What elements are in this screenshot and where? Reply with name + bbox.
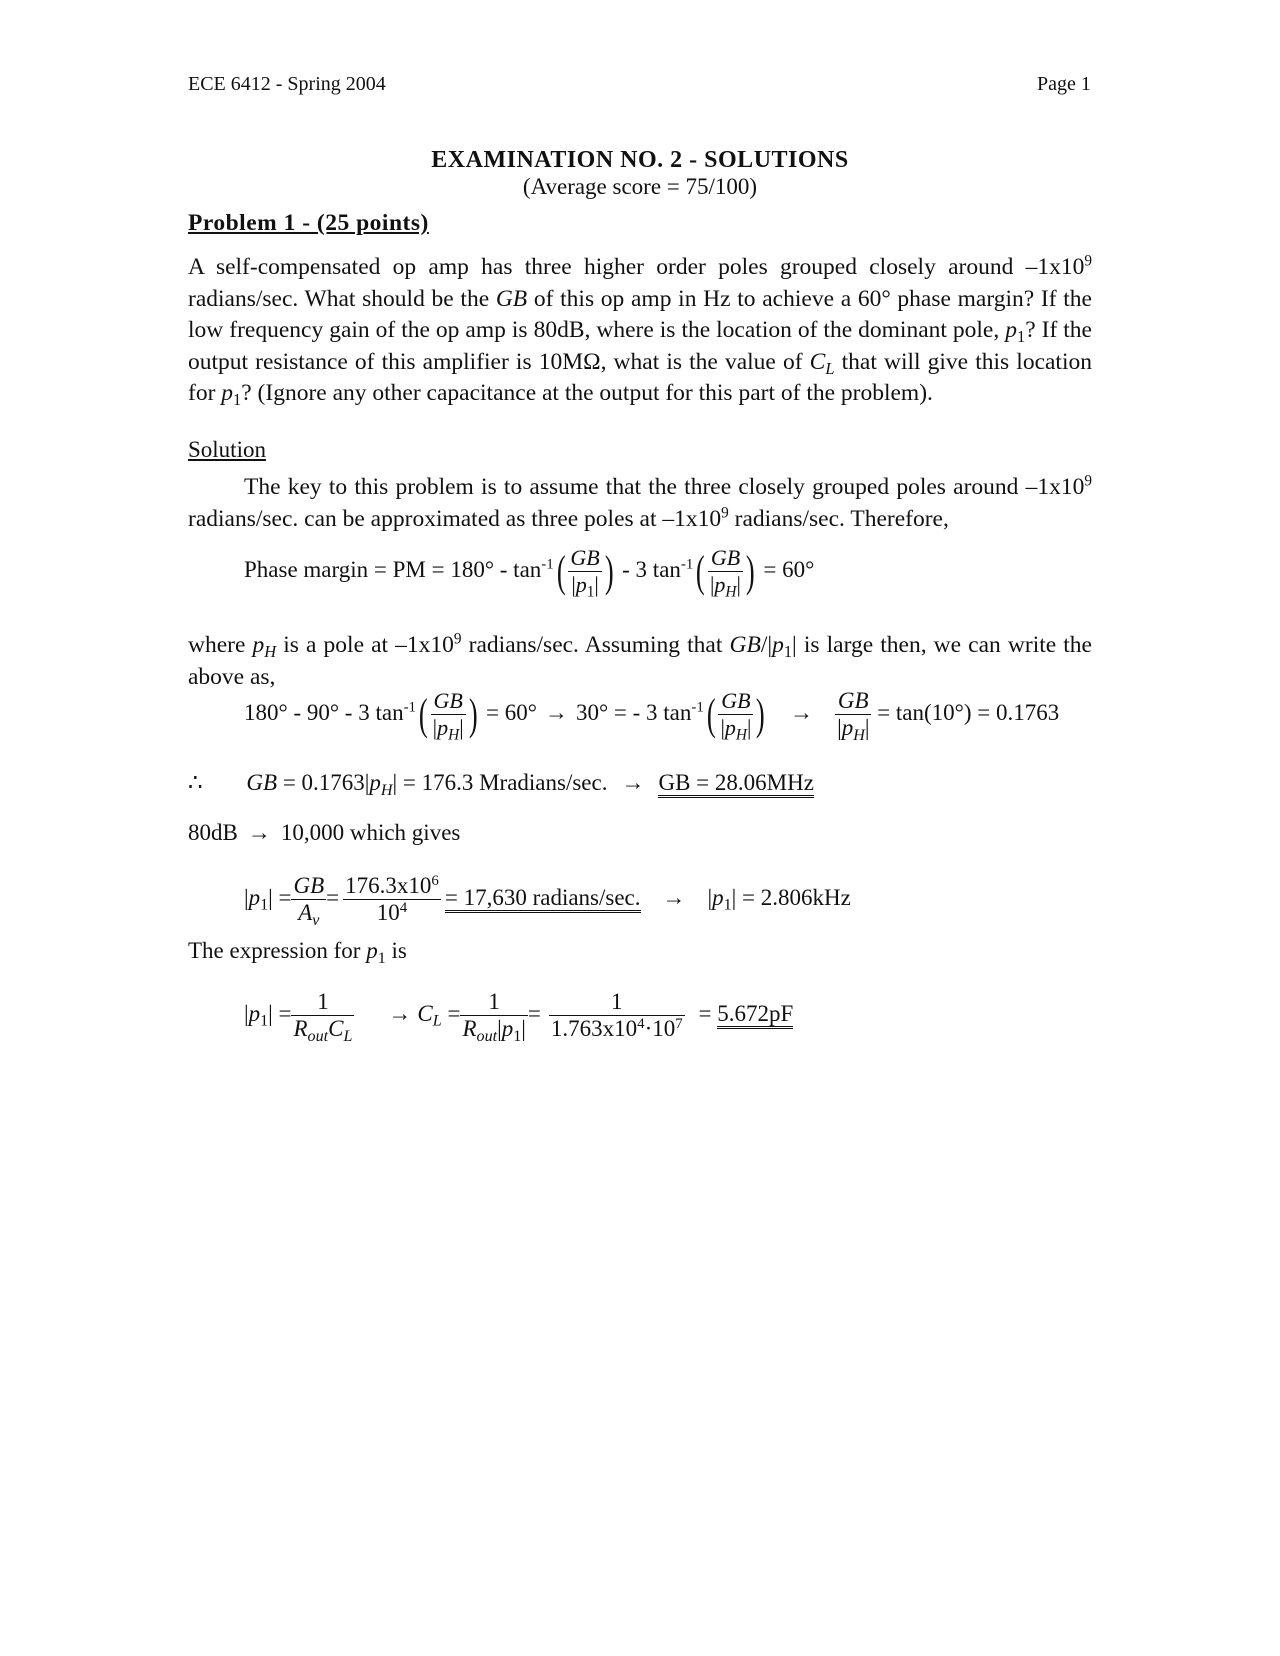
expression-line: The expression for $p_1$ is — [188, 938, 407, 967]
arrow-icon: → — [621, 770, 645, 795]
solution-intro: The key to this problem is to assume that the three closely grouped poles around $-1x10^9$ radians/sec. can be approximated as three poles at $-1x10^9$ radians/sec. Therefore, — [188, 472, 1092, 532]
arrow-icon: → — [247, 820, 271, 845]
where-paragraph: where $p_H$ is a pole at $-1x10^9$ radians/sec. Assuming that $GB/|p_1|$ is large then, we can write the above as, — [188, 630, 1092, 690]
p1-rad-answer: = 17,630 radians/sec. — [445, 885, 641, 913]
phase-margin-equation: Phase margin = PM = $180^\circ - \tan^{-1}$( $\frac{GB}{|p_1|}$ ) - 3 $\tan^{-1}$( $\frac{GB}{|p_H|}$ ) = 60° — [244, 545, 815, 601]
solution-label: Solution — [188, 437, 266, 462]
p1-equation: $|p_1|$ = $\frac{GB}{A_v}$ = $\frac{176.3x10^6}{10^4}$ = 17,630 radians/sec. → $|p_1| = 2.806kHz$ — [244, 872, 851, 929]
page-number: Page 1 — [1037, 73, 1091, 95]
problem-statement: A self-compensated op amp has three higher order poles grouped closely around $-1x10^9$ radians/sec. What should be the GB of this op amp in Hz to achieve a 60° phase margin? If the low frequency gain of the op amp is 80dB, where is the location of the dominant pole, $p_1$? If the output resistance of this amplifier is 10MΩ, what is the value of $C_L$ that will give this location for $p_1$? (Ignore any other capacitance at the output for this part of the problem). — [188, 252, 1092, 409]
exam-subtitle: (Average score = 75/100) — [522, 174, 758, 199]
course-header: ECE 6412 - Spring 2004 — [188, 73, 386, 95]
cl-answer: 5.672pF — [717, 1001, 793, 1029]
arrow-icon: → — [662, 884, 686, 910]
arrow-icon: → — [790, 699, 814, 725]
exam-title: EXAMINATION NO. 2 - SOLUTIONS — [431, 147, 849, 173]
gain-line: 80dB → 10,000 which gives — [188, 820, 461, 845]
gb-answer: GB = 28.06MHz — [658, 770, 813, 798]
gb-result-equation: ∴ GB = $0.1763|p_H| = 176.3$ Mradians/sec. → GB = 28.06MHz — [188, 770, 814, 799]
therefore-symbol: ∴ — [188, 770, 203, 795]
arrow-icon: → — [544, 699, 568, 725]
simplified-equation: 180° - 90° - 3 $\tan^{-1}$( $\frac{GB}{|p_H|}$ ) = 60° → 30° = - 3 $\tan^{-1}$( $\frac{GB}{|p_H|}$ ) → $\frac{GB}{|p_H|}$ = tan(10°) = 0.1763 — [244, 688, 1060, 744]
problem-heading: Problem 1 - (25 points) — [188, 210, 429, 236]
cl-equation: $|p_1|$ = $\frac{1}{R_{out}C_L}$ → $C_L$ = $\frac{1}{R_{out}|p_1|}$ = $\frac{1}{1.763x10^4\cdot 10^7}$ = 5.672pF — [244, 989, 794, 1045]
arrow-icon: → — [388, 1000, 412, 1026]
